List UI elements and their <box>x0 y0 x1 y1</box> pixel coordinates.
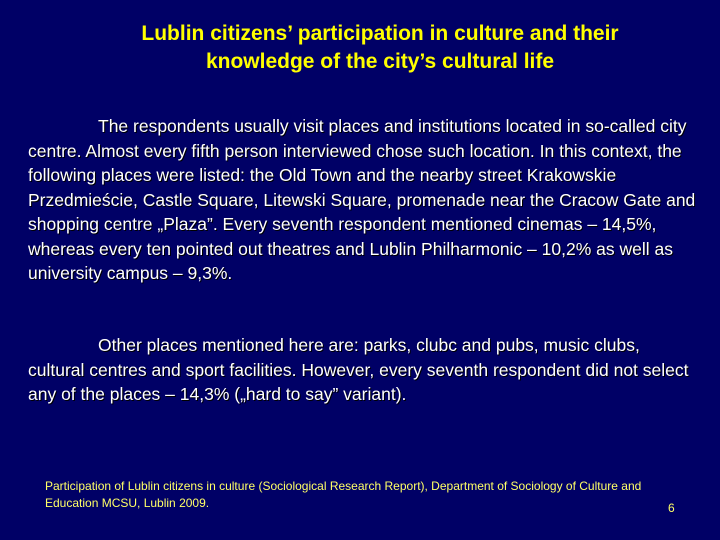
title-line-1: Lublin citizens’ participation in culture and their <box>141 22 619 45</box>
slide-title <box>70 20 690 76</box>
footer-source-citation: Participation of Lublin citizens in culture (Sociological Research Report), Department of Sociology of Culture and Education MCSU, Lublin 2009. <box>45 479 642 510</box>
body-paragraph-2: Other places mentioned here are: parks, clubc and pubs, music clubs, cultural centres and sport facilities. However, every seventh respondent did not select any of the places – 14,3% („hard to say” variant). <box>28 335 689 404</box>
title-line-2: knowledge of the city’s cultural life <box>205 50 555 73</box>
page-number: 6 <box>668 501 675 515</box>
body-paragraph-1: The respondents usually visit places and institutions located in so-called city centre. Almost every fifth person interviewed chose such location. In this context, the following places were listed: the Old Town and the nearby street Krakowskie Przedmieście, Castle Square, Litewski Square, promenade near the Cracow Gate and shopping centre „Plaza”. Every seventh respondent mentioned cinemas – 14,5%, whereas every ten pointed out theatres and Lublin Philharmonic – 10,2% as well as university campus – 9,3%. <box>28 116 696 283</box>
